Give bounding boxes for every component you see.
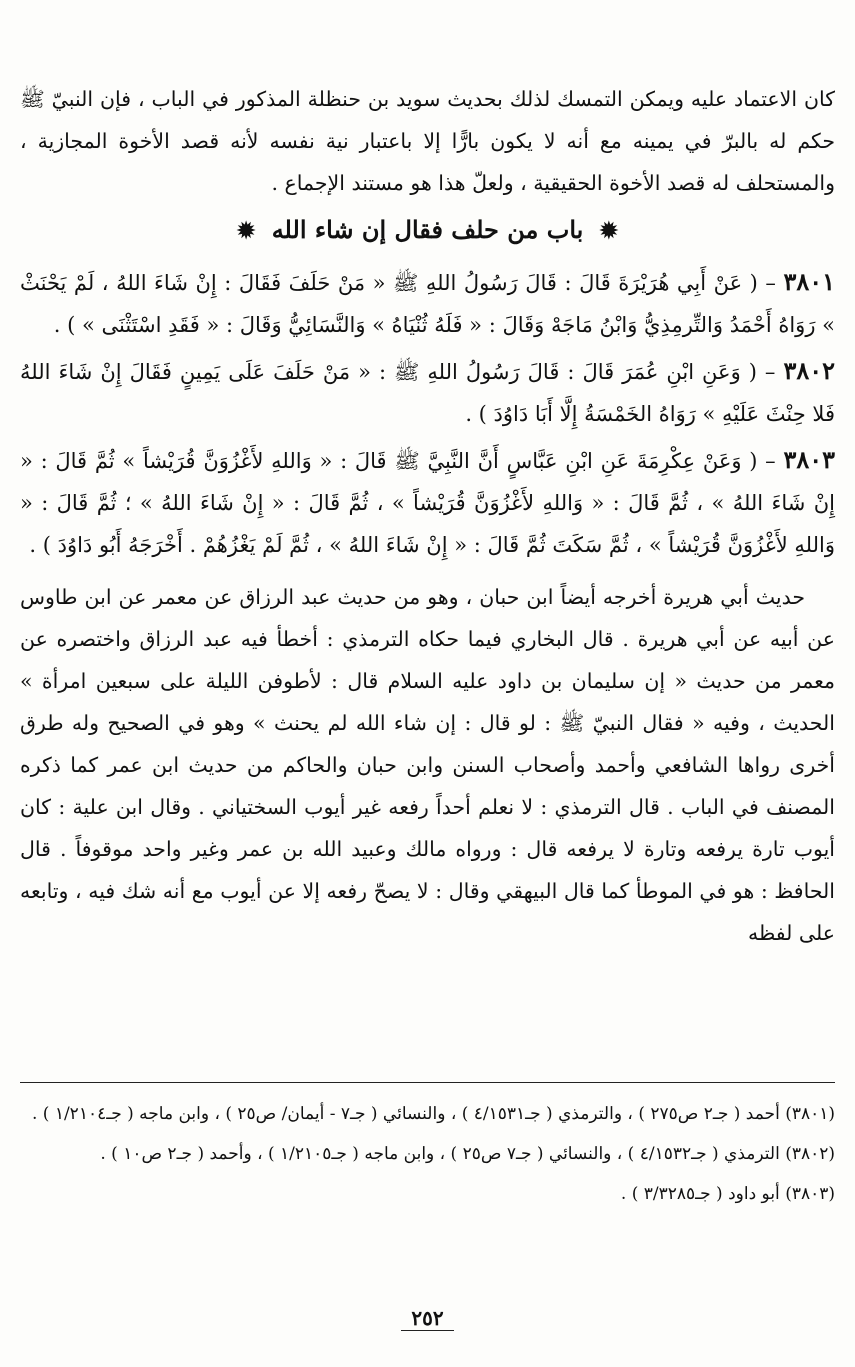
footnote-3802: (٣٨٠٢) الترمذي ( جـ٤/١٥٣٢ ) ، والنسائي ( جـ٧ ص٢٥ ) ، وابن ماجه ( جـ١/٢١٠٥ ) ، وأحمد ( جـ٢ ص١٠ ) . — [100, 1144, 835, 1164]
hadith-number: ٣٨٠١ — [783, 267, 835, 296]
chapter-title: باب من حلف فقال إن شاء الله — [271, 215, 584, 244]
hadith-number: ٣٨٠٣ — [783, 445, 835, 474]
hadith-text: – ( وَعَنْ عِكْرِمَةَ عَنِ ابْنِ عَبَّاسٍ أَنَّ النَّبِيَّ ﷺ قَالَ : « وَاللهِ لأَغْزُوَنَّ قُرَيْشاً » ثُمَّ قَالَ : « إِنْ شَاءَ اللهُ » ، ثُمَّ قَالَ : « وَاللهِ لأَغْزُوَنَّ قُرَيْشاً » ، ثُمَّ قَالَ : « إِنْ شَاءَ اللهُ » ؛ ثُمَّ قَالَ : « وَاللهِ لأَغْزُوَنَّ قُرَيْشاً » ، ثُمَّ سَكَتَ ثُمَّ قَالَ : « إِنْ شَاءَ اللهُ » ، ثُمَّ لَمْ يَغْزُهُمْ . أَخْرَجَهُ أَبُو دَاوُدَ ) . — [20, 449, 835, 557]
footnote-3801: (٣٨٠١) أحمد ( جـ٢ ص٢٧٥ ) ، والترمذي ( جـ٤/١٥٣١ ) ، والنسائي ( جـ٧ - أيمان/ ص٢٥ ) ، وابن ماجه ( جـ١/٢١٠٤ ) . — [31, 1104, 835, 1124]
star-ornament-icon: ✹ — [599, 218, 619, 244]
footnotes-section — [20, 1082, 835, 1219]
commentary-text: حديث أبي هريرة أخرجه أيضاً ابن حبان ، وهو من حديث عبد الرزاق عن معمر عن ابن طاوس عن أبيه عن أبي هريرة . قال البخاري فيما حكاه الترمذي : أخطأ فيه عبد الرزاق واختصره عن معمر من حديث « إن سليمان بن داود عليه السلام قال : لأطوفن الليلة على سبعين امرأة » الحديث ، وفيه « فقال النبيّ ﷺ : لو قال : إن شاء الله لم يحنث » وهو في الصحيح وله طرق أخرى رواها الشافعي وأحمد وأصحاب السنن وابن حبان والحاكم من حديث ابن عمر كما ذكره المصنف في الباب . قال الترمذي : لا نعلم أحداً رفعه غير أيوب السختياني . وقال ابن علية : كان أيوب تارة يرفعه وتارة لا يرفعه قال : ورواه مالك وعبيد الله بن عمر وغير واحد موقوفاً . قال الحافظ : هو في الموطأ كما قال البيهقي وقال : لا يصحّ رفعه إلا عن أيوب مع أنه شك فيه ، وتابعه على لفظه — [20, 585, 835, 945]
chapter-heading — [20, 210, 835, 251]
hadith-number: ٣٨٠٢ — [783, 356, 835, 385]
hadith-text: – ( وَعَنِ ابْنِ عُمَرَ قَالَ : قَالَ رَسُولُ اللهِ ﷺ : « مَنْ حَلَفَ عَلَى يَمِينٍ فَقَالَ إِنْ شَاءَ اللهُ فَلا حِنْثَ عَلَيْهِ » رَوَاهُ الخَمْسَةُ إِلَّا أَبَا دَاوُدَ ) . — [20, 360, 835, 426]
intro-paragraph — [20, 78, 835, 204]
page-body — [20, 78, 835, 954]
hadith-text: – ( عَنْ أَبِي هُرَيْرَةَ قَالَ : قَالَ رَسُولُ اللهِ ﷺ « مَنْ حَلَفَ فَقَالَ : إِنْ شَاءَ اللهُ ، لَمْ يَحْنَثْ » رَوَاهُ أَحْمَدُ وَالتِّرمِذِيُّ وَابْنُ مَاجَهْ وَقَالَ : « فَلَهُ ثُنْيَاهُ » وَالنَّسَائِيُّ وَقَالَ : « فَقَدِ اسْتَثْنَى » ) . — [20, 271, 835, 337]
hadith-3803 — [20, 439, 835, 566]
intro-text: كان الاعتماد عليه ويمكن التمسك لذلك بحديث سويد بن حنظلة المذكور في الباب ، فإن النبيّ ﷺ حكم له بالبرّ في يمينه مع أنه لا يكون بارًّا إلا باعتبار نية نفسه لأنه قصد الأخوة المجازية ، والمستحلف له قصد الأخوة الحقيقية ، ولعلّ هذا هو مستند الإجماع . — [20, 87, 835, 195]
star-ornament-icon: ✹ — [236, 218, 256, 244]
hadith-3801 — [20, 261, 835, 346]
commentary-section — [20, 576, 835, 954]
footnote-3803: (٣٨٠٣) أبو داود ( جـ٣/٣٢٨٥ ) . — [620, 1184, 835, 1204]
page-number — [0, 1306, 855, 1330]
page-number-text: ٢٥٢ — [401, 1306, 453, 1331]
hadith-3802 — [20, 350, 835, 435]
